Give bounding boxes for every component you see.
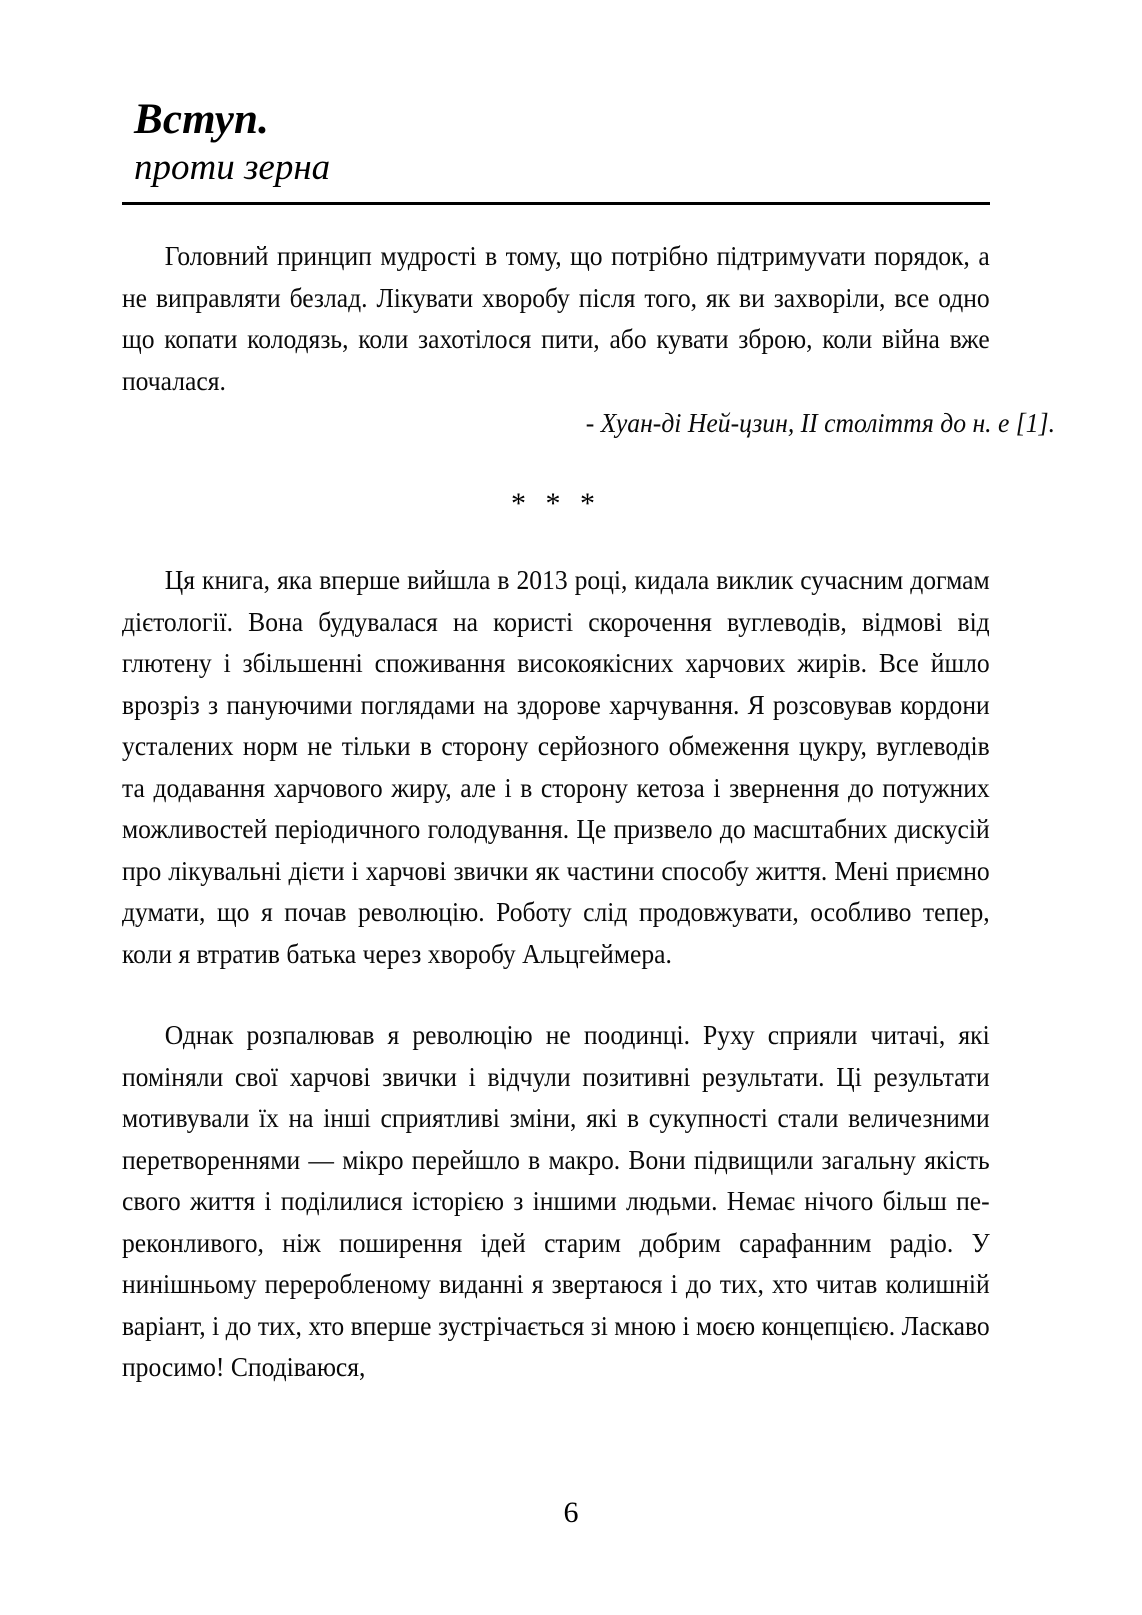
section-divider-asterisks: * * *: [511, 487, 601, 520]
chapter-heading: [122, 96, 990, 190]
page-subtitle: проти зерна: [134, 147, 331, 188]
epigraph-attribution: - Хуан-ді Ней-цзин, ІІ століття до н. е [1].: [585, 408, 1055, 438]
body-paragraph-2: Однак розпалював я революцію не поодинці. Руху сприяли читачі, які поміняли свої харчові звички і відчули позитивні результати. Ці результати мотивували їх на інші сприятливі зміни, які в сукупності стали величезними перетвореннями — мікро перейшло в макро. Вони підвищили загальну якість свого життя і поділилися історією з іншими людьми. Немає нічого більш переконливого, ніж поширення ідей старим добрим сарафанним радіо. У нинішньому переробленому виданні я звертаюся і до тих, хто читав колишній варіант, і до тих, хто вперше зустрічається зі мною і моєю концепцією. Ласкаво просимо! Сподіваюся,: [122, 1019, 990, 1382]
page-content: [122, 96, 1055, 1388]
epigraph-quote: Головний принцип мудрості в тому, що потрібно підтримуvати порядок, а не виправляти безлад. Лікувати хворобу після того, як ви захворіли, все одно що копати колодязь, коли захотілося пити, або кувати зброю, коли війна вже почалася.: [122, 240, 990, 396]
page-number: 6: [563, 1496, 579, 1529]
body-paragraph-1: Ця книга, яка вперше вийшла в 2013 році, кидала виклик сучасним догмам дієтології. Вона будувалася на користі скорочення вуглеводів, відмові від глютену і збільшенні споживання високоякісних харчових жирів. Все йшло врозріз з пануючими поглядами на здорове харчування. Я розсовував кордони усталених норм не тільки в сторону серйозного обмеження цукру, вуглеводів та додавання харчового жиру, але і в сторону кетоза і звернення до потужних можливостей періодичного голодування. Це призвело до масштабних дискусій про лікувальні дієти і харчові звички як частини способу життя. Мені приємно думати, що я почав революцію. Роботу слід продовжувати, особливо тепер, коли я втратив батька через хворобу Альцгеймера.: [122, 564, 990, 969]
heading-divider-rule: [122, 202, 990, 205]
page-title: Вступ.: [134, 96, 270, 143]
